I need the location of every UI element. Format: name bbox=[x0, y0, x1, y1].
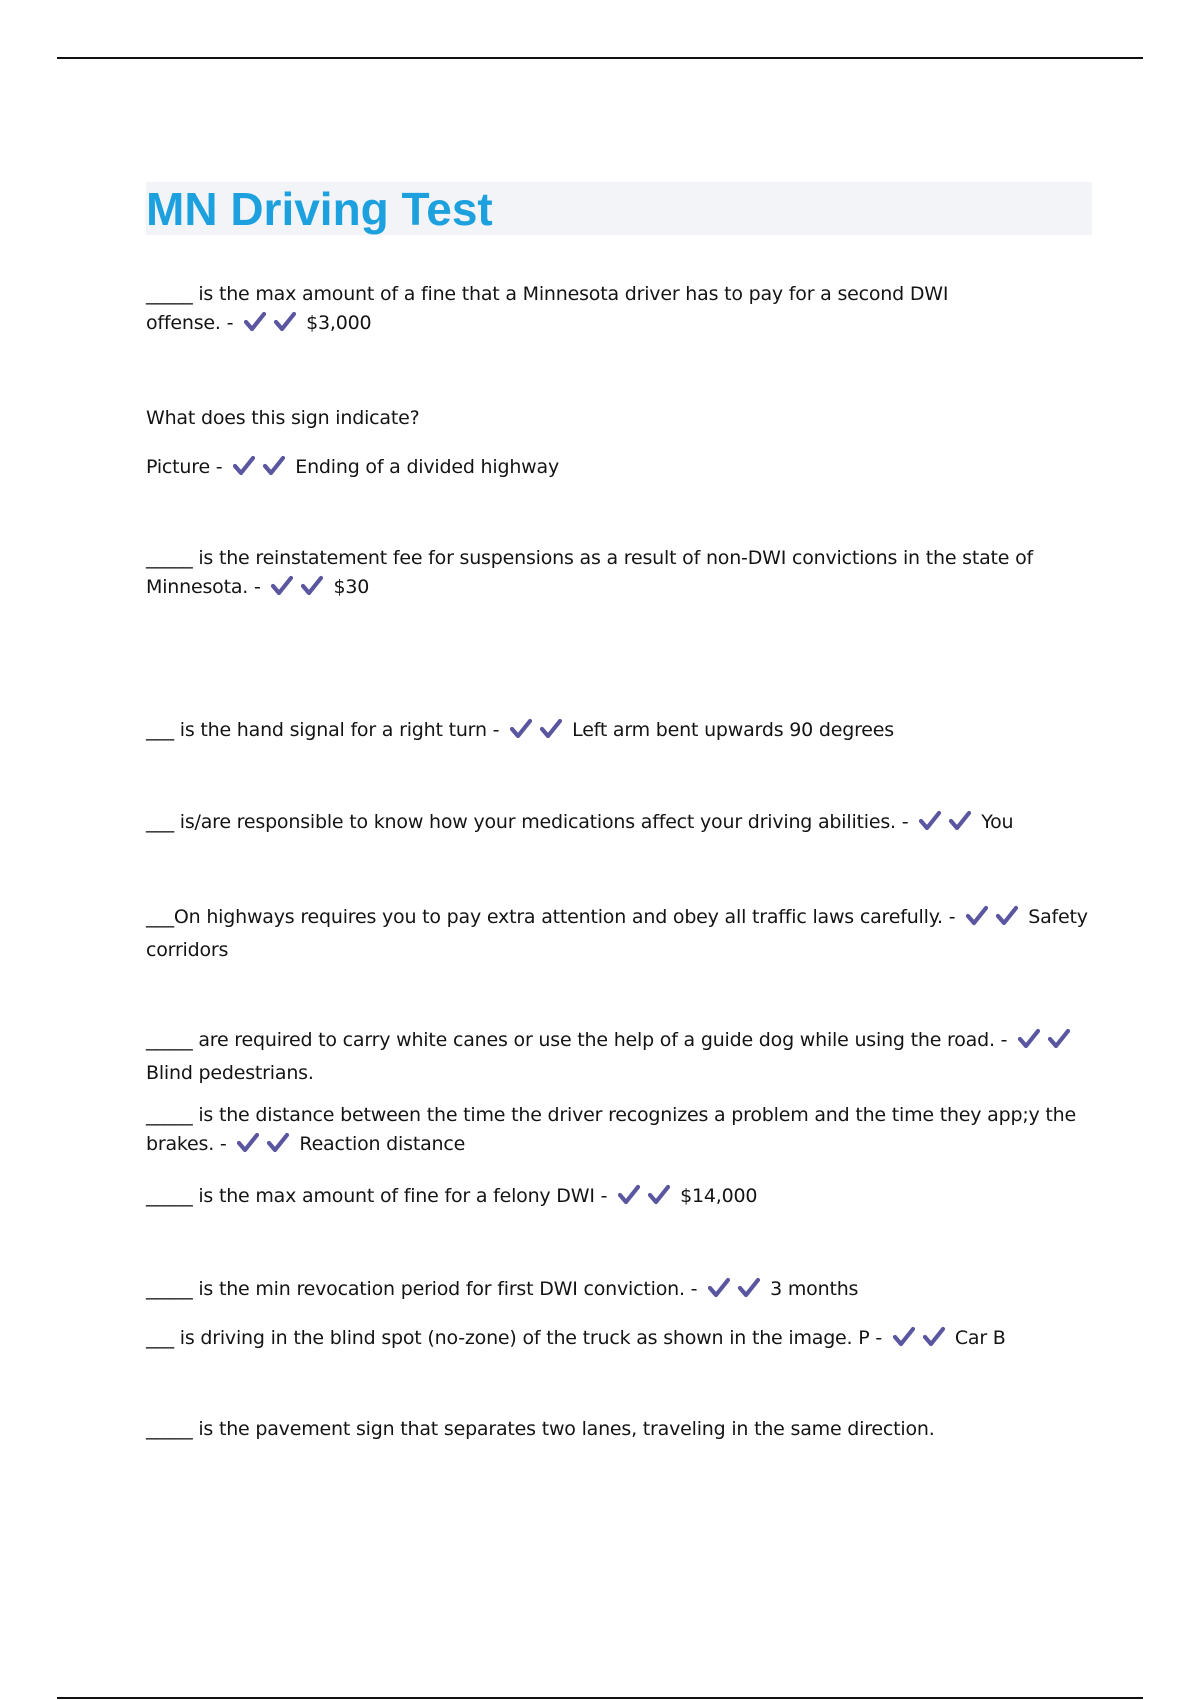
answer-checks bbox=[270, 575, 330, 606]
answer-text: 3 months bbox=[770, 1278, 859, 1300]
answer-checks bbox=[707, 1277, 767, 1308]
checkmark-icon bbox=[707, 1277, 731, 1299]
answer-text: $30 bbox=[333, 576, 370, 598]
answer-checks bbox=[892, 1326, 952, 1357]
answer-checks bbox=[236, 1132, 296, 1163]
question-text: ___ is/are responsible to know how your medications affect your driving abilities. - bbox=[146, 811, 909, 833]
question-text: _____ is the distance between the time the driver recognizes a problem and the time they app;y the brakes. - bbox=[146, 1104, 1077, 1155]
qa-item-10 bbox=[146, 1275, 1096, 1308]
answer-checks bbox=[918, 810, 978, 841]
answer-text: You bbox=[981, 811, 1014, 833]
answer-text: Ending of a divided highway bbox=[295, 456, 560, 478]
qa-item-4 bbox=[146, 716, 1096, 749]
checkmark-icon bbox=[262, 455, 286, 477]
checkmark-icon bbox=[236, 1132, 260, 1154]
checkmark-icon bbox=[232, 455, 256, 477]
answer-text: Safety corridors bbox=[146, 906, 1088, 961]
checkmark-icon bbox=[948, 810, 972, 832]
checkmark-icon bbox=[539, 718, 563, 740]
answer-checks bbox=[509, 718, 569, 749]
qa-item-3 bbox=[146, 544, 1096, 606]
question-text: _____ is the max amount of a fine that a Minnesota driver has to pay for a second DWI offense. - bbox=[146, 283, 949, 334]
page-bottom-rule bbox=[57, 1697, 1143, 1699]
checkmark-icon bbox=[737, 1277, 761, 1299]
question-text: What does this sign indicate? bbox=[146, 407, 420, 429]
answer-checks bbox=[243, 311, 303, 342]
answer-checks bbox=[965, 905, 1025, 936]
answer-text: $3,000 bbox=[306, 312, 372, 334]
checkmark-icon bbox=[965, 905, 989, 927]
question-text: ___ is driving in the blind spot (no-zone) of the truck as shown in the image. P - bbox=[146, 1327, 882, 1349]
answer-text: $14,000 bbox=[680, 1185, 758, 1207]
question-text: _____ are required to carry white canes or use the help of a guide dog while using the road. - bbox=[146, 1029, 1008, 1051]
checkmark-icon bbox=[1047, 1028, 1071, 1050]
question-text: _____ is the pavement sign that separates two lanes, traveling in the same direction. bbox=[146, 1418, 935, 1440]
checkmark-icon bbox=[509, 718, 533, 740]
answer-text: Car B bbox=[954, 1327, 1006, 1349]
checkmark-icon bbox=[918, 810, 942, 832]
answer-text: Left arm bent upwards 90 degrees bbox=[572, 719, 894, 741]
qa-item-7 bbox=[146, 1026, 1096, 1088]
qa-item-8 bbox=[146, 1101, 1096, 1163]
checkmark-icon bbox=[617, 1184, 641, 1206]
answer-checks bbox=[1017, 1028, 1077, 1059]
question-text: ___On highways requires you to pay extra attention and obey all traffic laws carefully. - bbox=[146, 906, 956, 928]
checkmark-icon bbox=[266, 1132, 290, 1154]
question-text: _____ is the reinstatement fee for suspensions as a result of non-DWI convictions in the state of Minnesota. - bbox=[146, 547, 1034, 598]
answer-checks bbox=[617, 1184, 677, 1215]
question-text: ___ is the hand signal for a right turn - bbox=[146, 719, 500, 741]
checkmark-icon bbox=[892, 1326, 916, 1348]
qa-item-9 bbox=[146, 1182, 1096, 1215]
question-text-picture: Picture - bbox=[146, 456, 223, 478]
checkmark-icon bbox=[300, 575, 324, 597]
qa-item-2 bbox=[146, 404, 1096, 486]
qa-item-6 bbox=[146, 903, 1096, 965]
checkmark-icon bbox=[647, 1184, 671, 1206]
answer-checks bbox=[232, 455, 292, 486]
checkmark-icon bbox=[270, 575, 294, 597]
qa-item-1 bbox=[146, 280, 1026, 342]
qa-item-12 bbox=[146, 1415, 1096, 1444]
answer-text: Blind pedestrians. bbox=[146, 1062, 314, 1084]
checkmark-icon bbox=[922, 1326, 946, 1348]
question-text: _____ is the max amount of fine for a felony DWI - bbox=[146, 1185, 608, 1207]
page-title: MN Driving Test bbox=[146, 183, 493, 235]
qa-item-11 bbox=[146, 1324, 1096, 1357]
checkmark-icon bbox=[1017, 1028, 1041, 1050]
checkmark-icon bbox=[243, 311, 267, 333]
page-top-rule bbox=[57, 57, 1143, 59]
answer-text: Reaction distance bbox=[299, 1133, 466, 1155]
qa-item-5 bbox=[146, 808, 1096, 841]
checkmark-icon bbox=[995, 905, 1019, 927]
checkmark-icon bbox=[273, 311, 297, 333]
question-text: _____ is the min revocation period for first DWI conviction. - bbox=[146, 1278, 698, 1300]
